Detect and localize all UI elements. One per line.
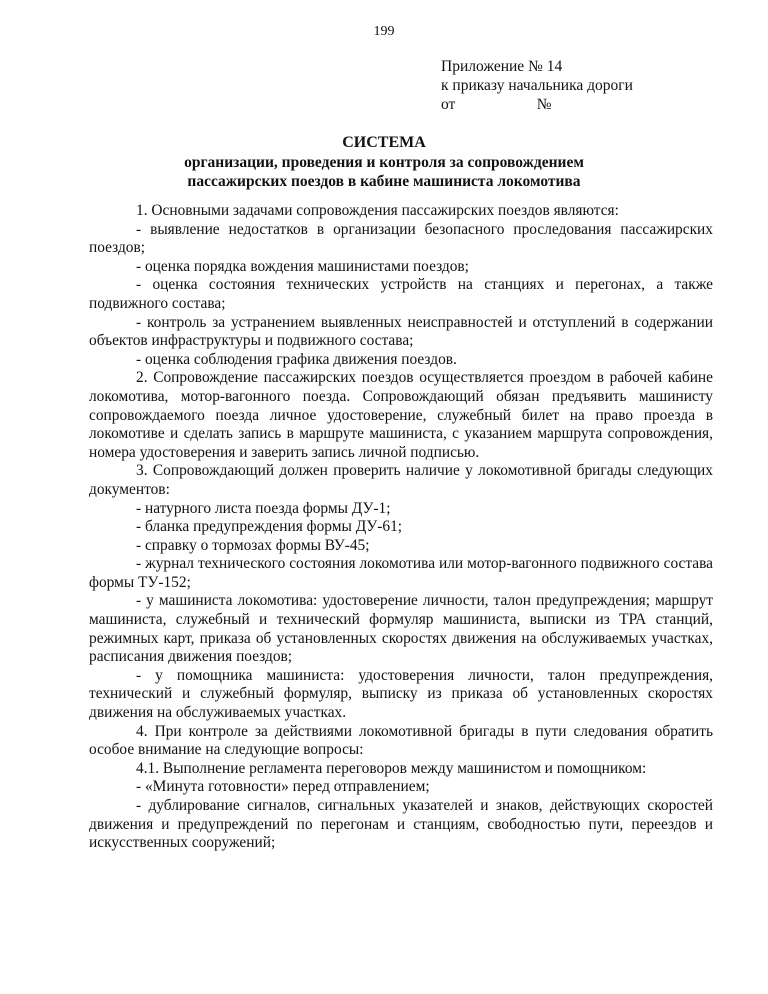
appendix-line-1: Приложение № 14 [441, 58, 563, 75]
appendix-line-3: от № [441, 96, 552, 113]
paragraph: 3. Сопровождающий должен проверить наличие у локомотивной бригады следующих документов: [89, 462, 713, 498]
paragraph: - оценка состояния технических устройств на станциях и перегонах, а также подвижного состава; [89, 276, 713, 312]
title-subtitle-line-1: организации, проведения и контроля за сопровождением [184, 154, 584, 171]
paragraph: - у помощника машиниста: удостоверения личности, талон предупреждения, технический и служебный формуляр, выписку из приказа об установленных скоростях движения на обслуживаемых участках. [89, 666, 713, 722]
paragraph: - у машиниста локомотива: удостоверение личности, талон предупреждения; маршрут машиниста, служебный и технический формуляр машиниста, выписки из ТРА станций, режимных карт, приказа об установленных скоростях движения на обслуживаемых участках, расписания движения поездов; [89, 592, 713, 666]
paragraph: - бланка предупреждения формы ДУ-61; [136, 518, 403, 536]
paragraph: 4. При контроле за действиями локомотивной бригады в пути следования обратить особое внимание на следующие вопросы: [89, 722, 713, 759]
paragraph: - справку о тормозах формы ВУ-45; [136, 536, 370, 554]
appendix-header [441, 57, 633, 114]
paragraph: 4.1. Выполнение регламента переговоров между машинистом и помощником: [136, 759, 647, 777]
paragraph: - оценка соблюдения графика движения поездов. [136, 350, 457, 368]
title-subtitle-line-2: пассажирских поездов в кабине машиниста локомотива [187, 173, 581, 190]
page-number: 199 [373, 24, 395, 39]
paragraph: - выявление недостатков в организации безопасного проследования пассажирских поездов; [89, 220, 713, 257]
paragraph: - дублирование сигналов, сигнальных указателей и знаков, действующих скоростей движения и предупреждений по перегонам и станциям, свободностью пути, переездов и искусственных сооружений; [89, 797, 713, 852]
document-title [0, 133, 768, 191]
paragraph: 1. Основными задачами сопровождения пассажирских поездов являются: [136, 202, 619, 219]
paragraph: - натурного листа поезда формы ДУ-1; [136, 499, 391, 517]
paragraph: - контроль за устранением выявленных неисправностей и отступлений в содержании объектов инфраструктуры и подвижного состава; [89, 313, 713, 350]
paragraph: - журнал технического состояния локомотива или мотор-вагонного подвижного состава формы ТУ-152; [89, 555, 713, 591]
paragraph: - «Минута готовности» перед отправлением; [136, 778, 430, 796]
title-main: СИСТЕМА [342, 134, 426, 151]
appendix-line-2: к приказу начальника дороги [441, 77, 633, 94]
paragraph: - оценка порядка вождения машинистами поездов; [136, 257, 469, 275]
paragraph: 2. Сопровождение пассажирских поездов осуществляется проездом в рабочей кабине локомотива, мотор-вагонного поезда. Сопровождающий обязан предъявить машинисту сопровождаемого поезда личное удостоверение, служебный билет на право проезда в локомотиве и сделать запись в маршруте машиниста, с указанием маршрута сопровождения, номера удостоверения и заверить запись личной подписью. [89, 369, 713, 461]
document-body [89, 202, 713, 853]
